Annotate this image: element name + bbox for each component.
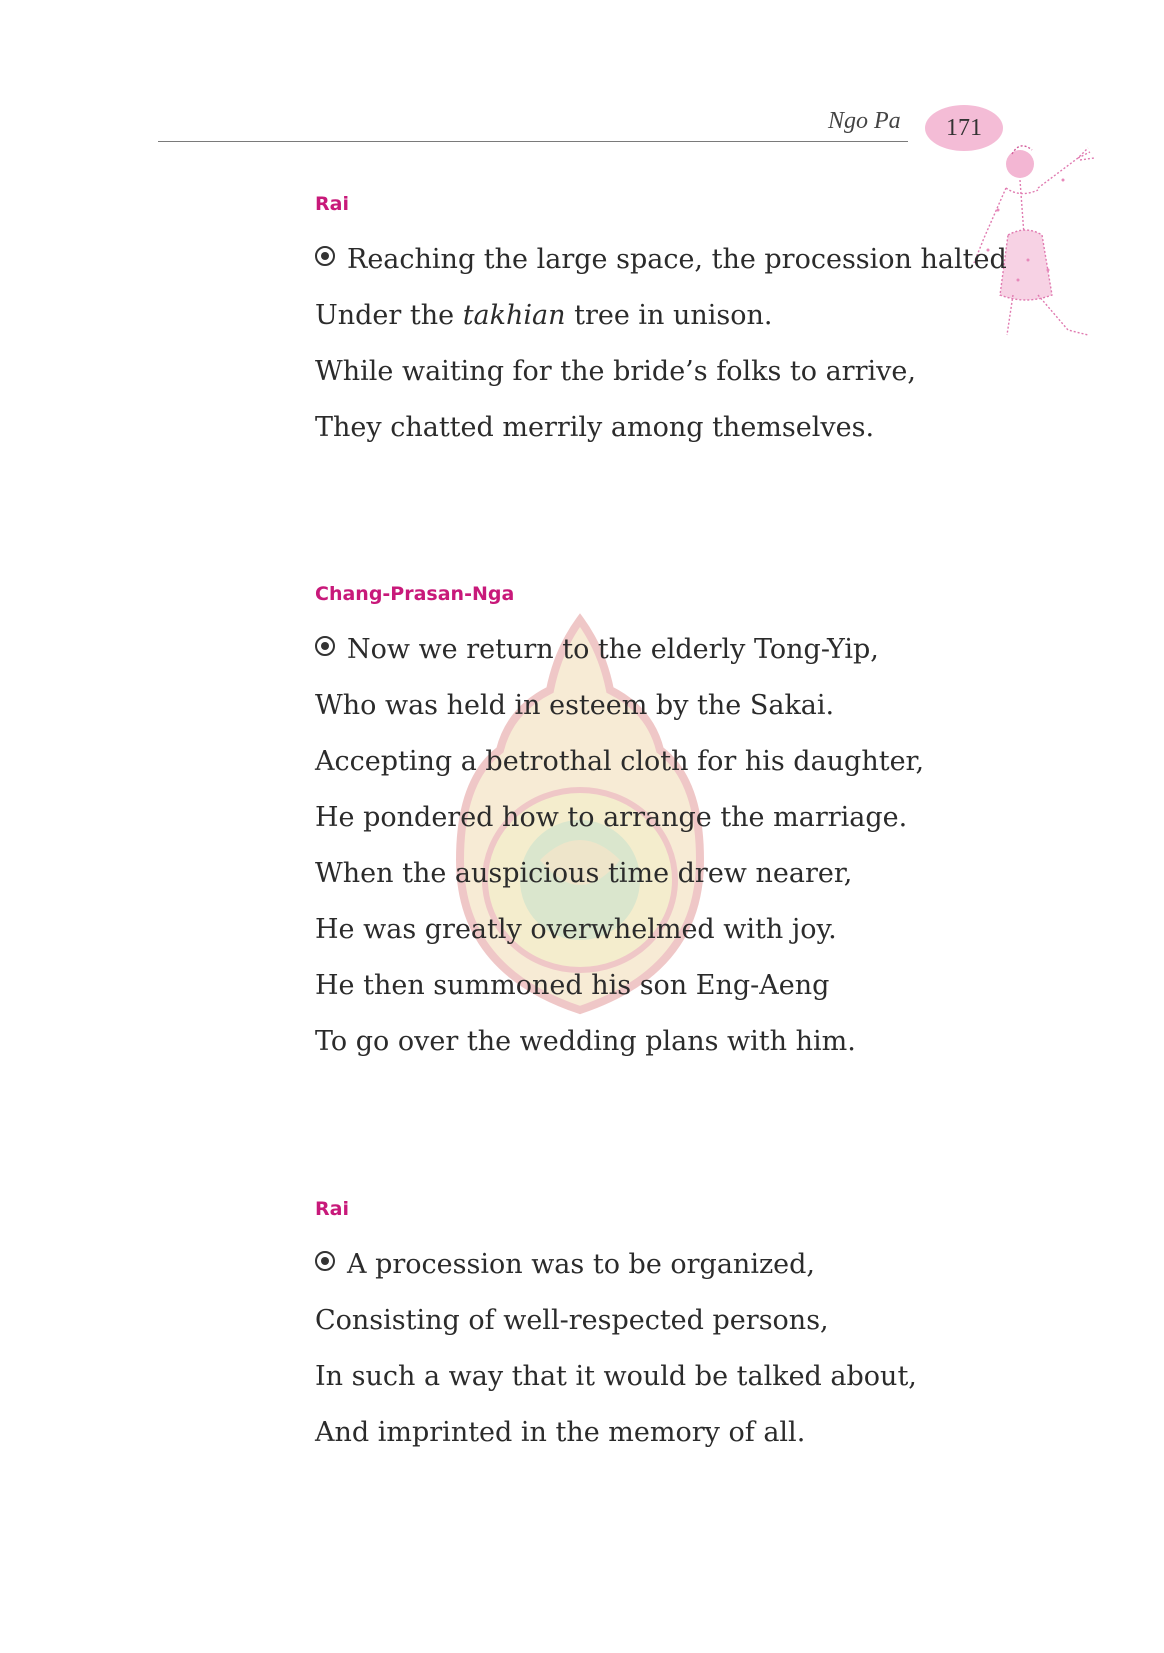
section-title: Rai bbox=[315, 193, 349, 215]
section-title: Rai bbox=[315, 1198, 349, 1220]
verse-line: To go over the wedding plans with him. bbox=[315, 1026, 856, 1057]
verse-line: In such a way that it would be talked about, bbox=[315, 1361, 917, 1392]
verse-line: He was greatly overwhelmed with joy. bbox=[315, 914, 837, 945]
verse-line: Now we return to the elderly Tong-Yip, bbox=[315, 622, 924, 678]
verse-line: They chatted merrily among themselves. bbox=[315, 412, 875, 443]
header-rule bbox=[158, 141, 908, 142]
verse-line: Accepting a betrothal cloth for his daughter, bbox=[315, 746, 925, 777]
verse-line: Who was held in esteem by the Sakai. bbox=[315, 690, 835, 721]
stanza-section-2 bbox=[315, 580, 924, 1070]
verse-line: He pondered how to arrange the marriage. bbox=[315, 802, 908, 833]
verse-line: A procession was to be organized, bbox=[315, 1237, 917, 1293]
verse-line: And imprinted in the memory of all. bbox=[315, 1417, 806, 1448]
circled-dot-icon bbox=[315, 636, 335, 656]
verse-line: Under the takhian tree in unison. bbox=[315, 300, 773, 331]
verse-line: When the auspicious time drew nearer, bbox=[315, 858, 853, 889]
verse-line: Reaching the large space, the procession halted bbox=[315, 232, 1007, 288]
stanza-section-3 bbox=[315, 1195, 917, 1461]
verse-line: While waiting for the bride’s folks to arrive, bbox=[315, 356, 916, 387]
stanza-section-1 bbox=[315, 190, 1007, 456]
verse-line: He then summoned his son Eng-Aeng bbox=[315, 970, 830, 1001]
running-header-title: Ngo Pa bbox=[828, 108, 901, 134]
circled-dot-icon bbox=[315, 1251, 335, 1271]
verse-line: Consisting of well-respected persons, bbox=[315, 1305, 829, 1336]
circled-dot-icon bbox=[315, 246, 335, 266]
section-title: Chang-Prasan-Nga bbox=[315, 583, 515, 605]
page-number: 171 bbox=[946, 114, 982, 141]
